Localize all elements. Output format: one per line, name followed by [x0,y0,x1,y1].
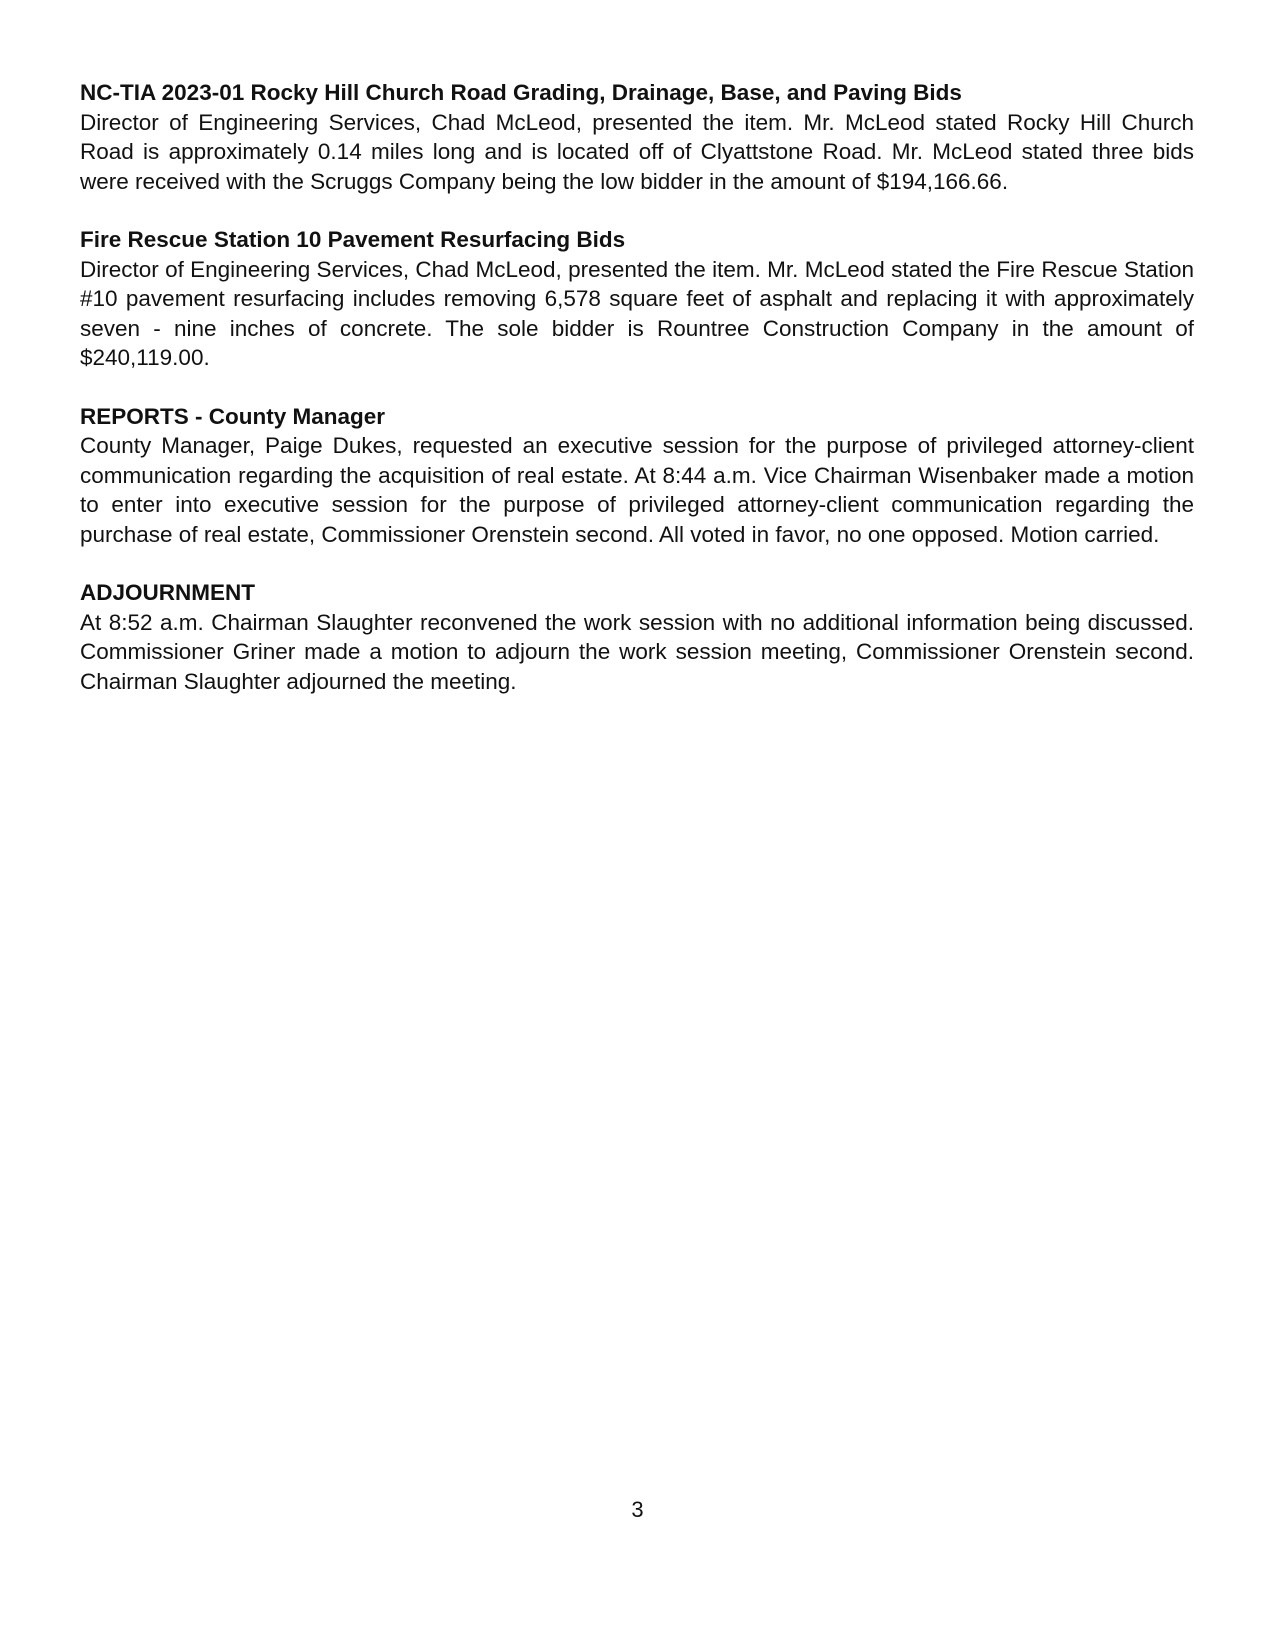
section-adjournment [80,578,1194,696]
section-fire-rescue-bids [80,225,1194,373]
section-rocky-hill-bids [80,78,1194,196]
section-body: Director of Engineering Services, Chad McLeod, presented the item. Mr. McLeod stated the Fire Rescue Station #10 pavement resurfacing includes removing 6,578 square feet of asphalt and replacing it with approximately seven - nine inches of concrete. The sole bidder is Rountree Construction Company in the amount of $240,119.00. [80,256,1194,370]
section-heading: REPORTS - County Manager [80,403,386,429]
section-body: County Manager, Paige Dukes, requested an executive session for the purpose of privileged attorney-client communication regarding the acquisition of real estate. At 8:44 a.m. Vice Chairman Wisenbaker made a motion to enter into executive session for the purpose of privileged attorney-client communication regarding the purchase of real estate, Commissioner Orenstein second. All voted in favor, no one opposed. Motion carried. [80,433,1194,547]
section-body: Director of Engineering Services, Chad McLeod, presented the item. Mr. McLeod stated Rocky Hill Church Road is approximately 0.14 miles long and is located off of Clyattstone Road. Mr. McLeod stated three bids were received with the Scruggs Company being the low bidder in the amount of $194,166.66. [80,109,1194,194]
section-heading: ADJOURNMENT [80,580,256,605]
section-heading: Fire Rescue Station 10 Pavement Resurfacing Bids [80,227,626,252]
document-page [80,78,1194,725]
section-county-manager-reports [80,402,1194,550]
page-number: 3 [631,1497,644,1522]
section-body: At 8:52 a.m. Chairman Slaughter reconvened the work session with no additional information being discussed. Commissioner Griner made a motion to adjourn the work session meeting, Commissioner Orenstein second. Chairman Slaughter adjourned the meeting. [80,609,1194,694]
section-heading: NC-TIA 2023-01 Rocky Hill Church Road Grading, Drainage, Base, and Paving Bids [80,80,962,105]
